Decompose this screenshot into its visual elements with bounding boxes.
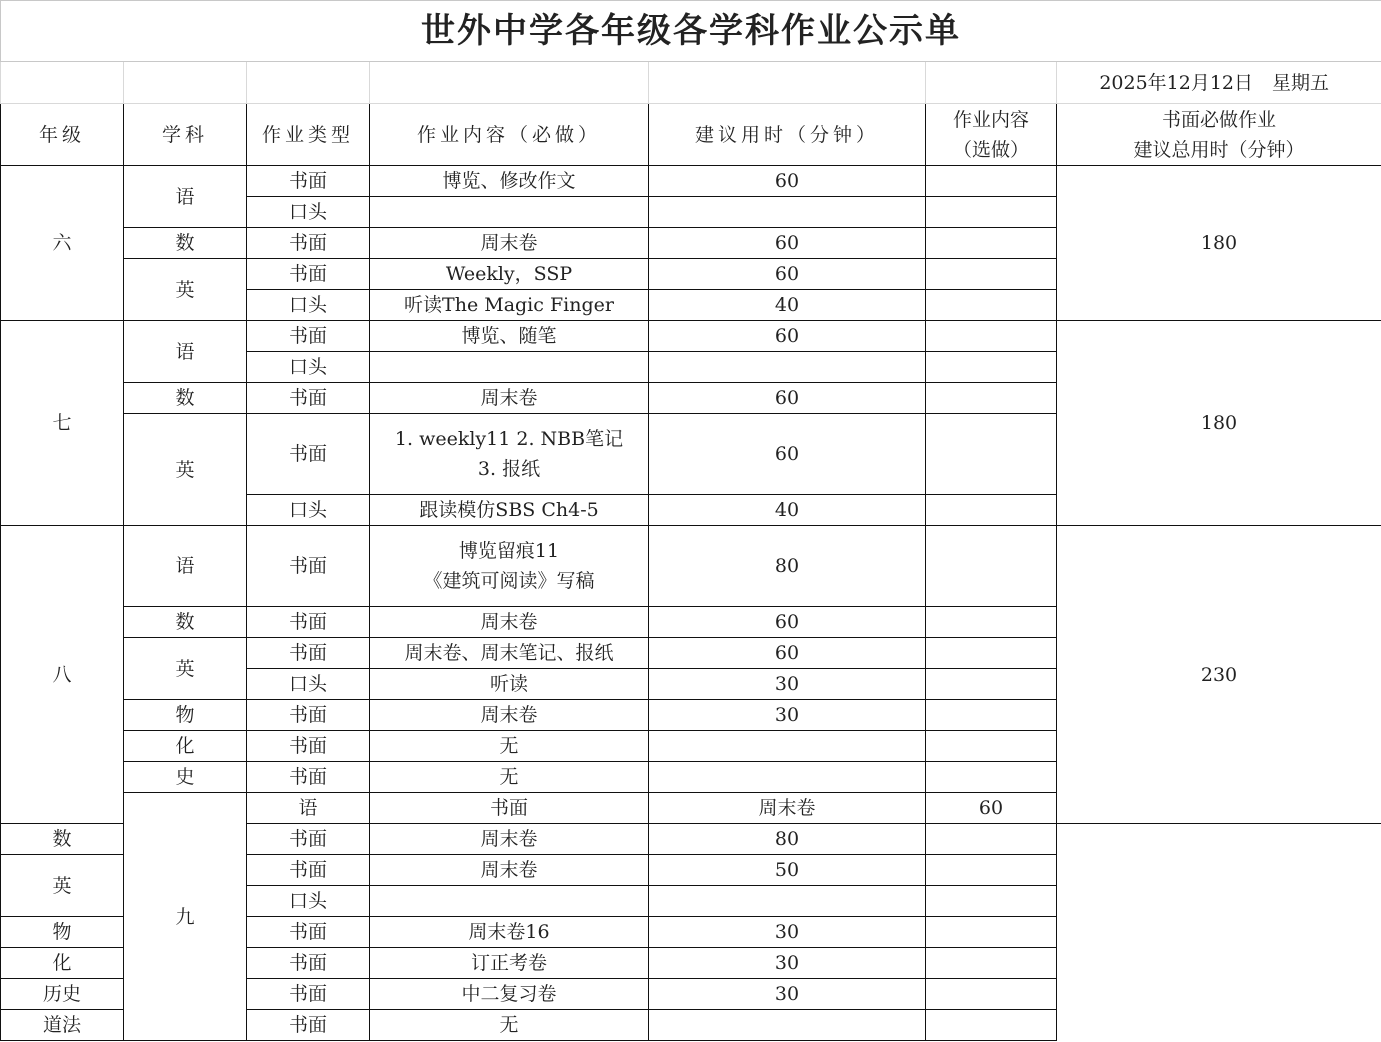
time-cell <box>649 197 926 228</box>
time-cell: 30 <box>649 917 926 948</box>
optional-cell <box>926 526 1057 607</box>
content-cell: 博览、修改作文 <box>370 166 649 197</box>
time-cell: 30 <box>649 700 926 731</box>
time-cell: 60 <box>649 321 926 352</box>
content-cell: Weekly，SSP <box>370 259 649 290</box>
header-type: 作业类型 <box>247 104 370 166</box>
time-cell <box>649 731 926 762</box>
content-cell: 听读 <box>370 669 649 700</box>
optional-cell <box>926 1010 1057 1041</box>
type-cell: 书面 <box>247 917 370 948</box>
type-cell: 书面 <box>247 414 370 495</box>
content-cell <box>370 197 649 228</box>
content-cell <box>370 526 649 607</box>
content-cell: 博览、随笔 <box>370 321 649 352</box>
subject-cell: 物 <box>1 917 124 948</box>
optional-cell <box>926 762 1057 793</box>
type-cell: 书面 <box>247 948 370 979</box>
header-content: 作业内容（必做） <box>370 104 649 166</box>
grade-cell: 九 <box>124 793 247 1041</box>
optional-cell <box>926 731 1057 762</box>
subject-cell: 语 <box>124 321 247 383</box>
subject-cell: 历史 <box>1 979 124 1010</box>
type-cell: 书面 <box>247 700 370 731</box>
time-cell: 30 <box>649 948 926 979</box>
time-cell: 80 <box>649 526 926 607</box>
time-cell <box>649 886 926 917</box>
content-cell: 周末卷 <box>370 700 649 731</box>
subject-cell: 数 <box>124 228 247 259</box>
type-cell: 口头 <box>247 352 370 383</box>
optional-cell <box>926 824 1057 855</box>
subject-cell: 史 <box>124 762 247 793</box>
type-cell: 口头 <box>247 197 370 228</box>
time-cell: 80 <box>649 824 926 855</box>
type-cell: 书面 <box>247 383 370 414</box>
time-cell: 60 <box>649 414 926 495</box>
optional-cell <box>926 321 1057 352</box>
optional-cell <box>926 669 1057 700</box>
optional-cell <box>926 414 1057 495</box>
content-cell: 周末卷 <box>370 383 649 414</box>
grade-cell: 六 <box>1 166 124 321</box>
subject-cell: 物 <box>124 700 247 731</box>
date-label: 2025年12月12日 星期五 <box>1057 62 1381 104</box>
type-cell: 书面 <box>247 321 370 352</box>
total-cell: 230 <box>1057 526 1381 824</box>
type-cell: 口头 <box>247 290 370 321</box>
time-cell: 40 <box>649 290 926 321</box>
time-cell <box>649 762 926 793</box>
grade-cell: 七 <box>1 321 124 526</box>
optional-cell <box>926 607 1057 638</box>
time-cell: 60 <box>649 259 926 290</box>
time-cell <box>649 352 926 383</box>
type-cell: 书面 <box>247 1010 370 1041</box>
time-cell: 60 <box>649 383 926 414</box>
type-cell: 书面 <box>247 166 370 197</box>
subject-cell: 数 <box>1 824 124 855</box>
optional-cell <box>926 886 1057 917</box>
sheet-title: 世外中学各年级各学科作业公示单 <box>1 1 1381 62</box>
time-cell: 60 <box>926 793 1057 824</box>
time-cell: 60 <box>649 638 926 669</box>
type-cell: 书面 <box>247 607 370 638</box>
optional-cell <box>926 290 1057 321</box>
content-cell: 无 <box>370 762 649 793</box>
header-grade: 年级 <box>1 104 124 166</box>
header-optional-line2: （选做） <box>952 138 1029 161</box>
content-line: 博览留痕11 <box>458 540 560 562</box>
subject-cell: 语 <box>247 793 370 824</box>
optional-cell <box>926 495 1057 526</box>
time-cell: 40 <box>649 495 926 526</box>
type-cell: 书面 <box>370 793 649 824</box>
header-optional-line1: 作业内容 <box>952 108 1029 131</box>
optional-cell <box>926 259 1057 290</box>
content-cell: 中二复习卷 <box>370 979 649 1010</box>
subject-cell: 英 <box>124 414 247 526</box>
subject-cell: 数 <box>124 383 247 414</box>
time-cell: 60 <box>649 607 926 638</box>
type-cell: 口头 <box>247 886 370 917</box>
content-line: 《建筑可阅读》写稿 <box>423 570 595 592</box>
optional-cell <box>926 700 1057 731</box>
optional-cell <box>926 383 1057 414</box>
header-total-line2: 建议总用时（分钟） <box>1133 138 1305 161</box>
optional-cell <box>926 352 1057 383</box>
content-cell: 周末卷、周末笔记、报纸 <box>370 638 649 669</box>
type-cell: 书面 <box>247 855 370 886</box>
optional-cell <box>926 228 1057 259</box>
subject-cell: 英 <box>1 855 124 917</box>
time-cell <box>649 1010 926 1041</box>
total-cell: 180 <box>1057 321 1381 526</box>
type-cell: 书面 <box>247 228 370 259</box>
type-cell: 书面 <box>247 762 370 793</box>
time-cell: 30 <box>649 979 926 1010</box>
content-line: 1. weekly11 2. NBB笔记 <box>394 428 624 450</box>
header-subject: 学科 <box>124 104 247 166</box>
subject-cell: 英 <box>124 259 247 321</box>
content-cell: 订正考卷 <box>370 948 649 979</box>
content-cell: 周末卷 <box>370 228 649 259</box>
header-total-line1: 书面必做作业 <box>1162 108 1277 131</box>
subject-cell: 语 <box>124 166 247 228</box>
time-cell: 60 <box>649 228 926 259</box>
type-cell: 书面 <box>247 259 370 290</box>
type-cell: 口头 <box>247 669 370 700</box>
optional-cell <box>926 166 1057 197</box>
content-cell <box>370 414 649 495</box>
optional-cell <box>926 979 1057 1010</box>
optional-cell <box>926 197 1057 228</box>
type-cell: 书面 <box>247 824 370 855</box>
optional-cell <box>926 917 1057 948</box>
total-cell: 180 <box>1057 166 1381 321</box>
type-cell: 口头 <box>247 495 370 526</box>
content-cell: 听读The Magic Finger <box>370 290 649 321</box>
content-cell: 无 <box>370 1010 649 1041</box>
time-cell: 60 <box>649 166 926 197</box>
subject-cell: 英 <box>124 638 247 700</box>
optional-cell <box>926 855 1057 886</box>
content-cell <box>370 886 649 917</box>
content-cell: 周末卷 <box>370 607 649 638</box>
content-cell: 周末卷 <box>649 793 926 824</box>
header-time: 建议用时（分钟） <box>649 104 926 166</box>
content-cell <box>370 352 649 383</box>
header-optional <box>926 104 1057 166</box>
grade-cell: 八 <box>1 526 124 824</box>
header-total <box>1057 104 1381 166</box>
content-cell: 跟读模仿SBS Ch4-5 <box>370 495 649 526</box>
time-cell: 50 <box>649 855 926 886</box>
content-cell: 周末卷 <box>370 855 649 886</box>
subject-cell: 语 <box>124 526 247 607</box>
content-line: 3. 报纸 <box>477 458 541 480</box>
time-cell: 30 <box>649 669 926 700</box>
optional-cell <box>926 638 1057 669</box>
subject-cell: 化 <box>124 731 247 762</box>
subject-cell: 道法 <box>1 1010 124 1041</box>
content-cell: 周末卷 <box>370 824 649 855</box>
optional-cell <box>926 948 1057 979</box>
content-cell: 周末卷16 <box>370 917 649 948</box>
type-cell: 书面 <box>247 731 370 762</box>
type-cell: 书面 <box>247 526 370 607</box>
content-cell: 无 <box>370 731 649 762</box>
subject-cell: 化 <box>1 948 124 979</box>
subject-cell: 数 <box>124 607 247 638</box>
type-cell: 书面 <box>247 979 370 1010</box>
type-cell: 书面 <box>247 638 370 669</box>
